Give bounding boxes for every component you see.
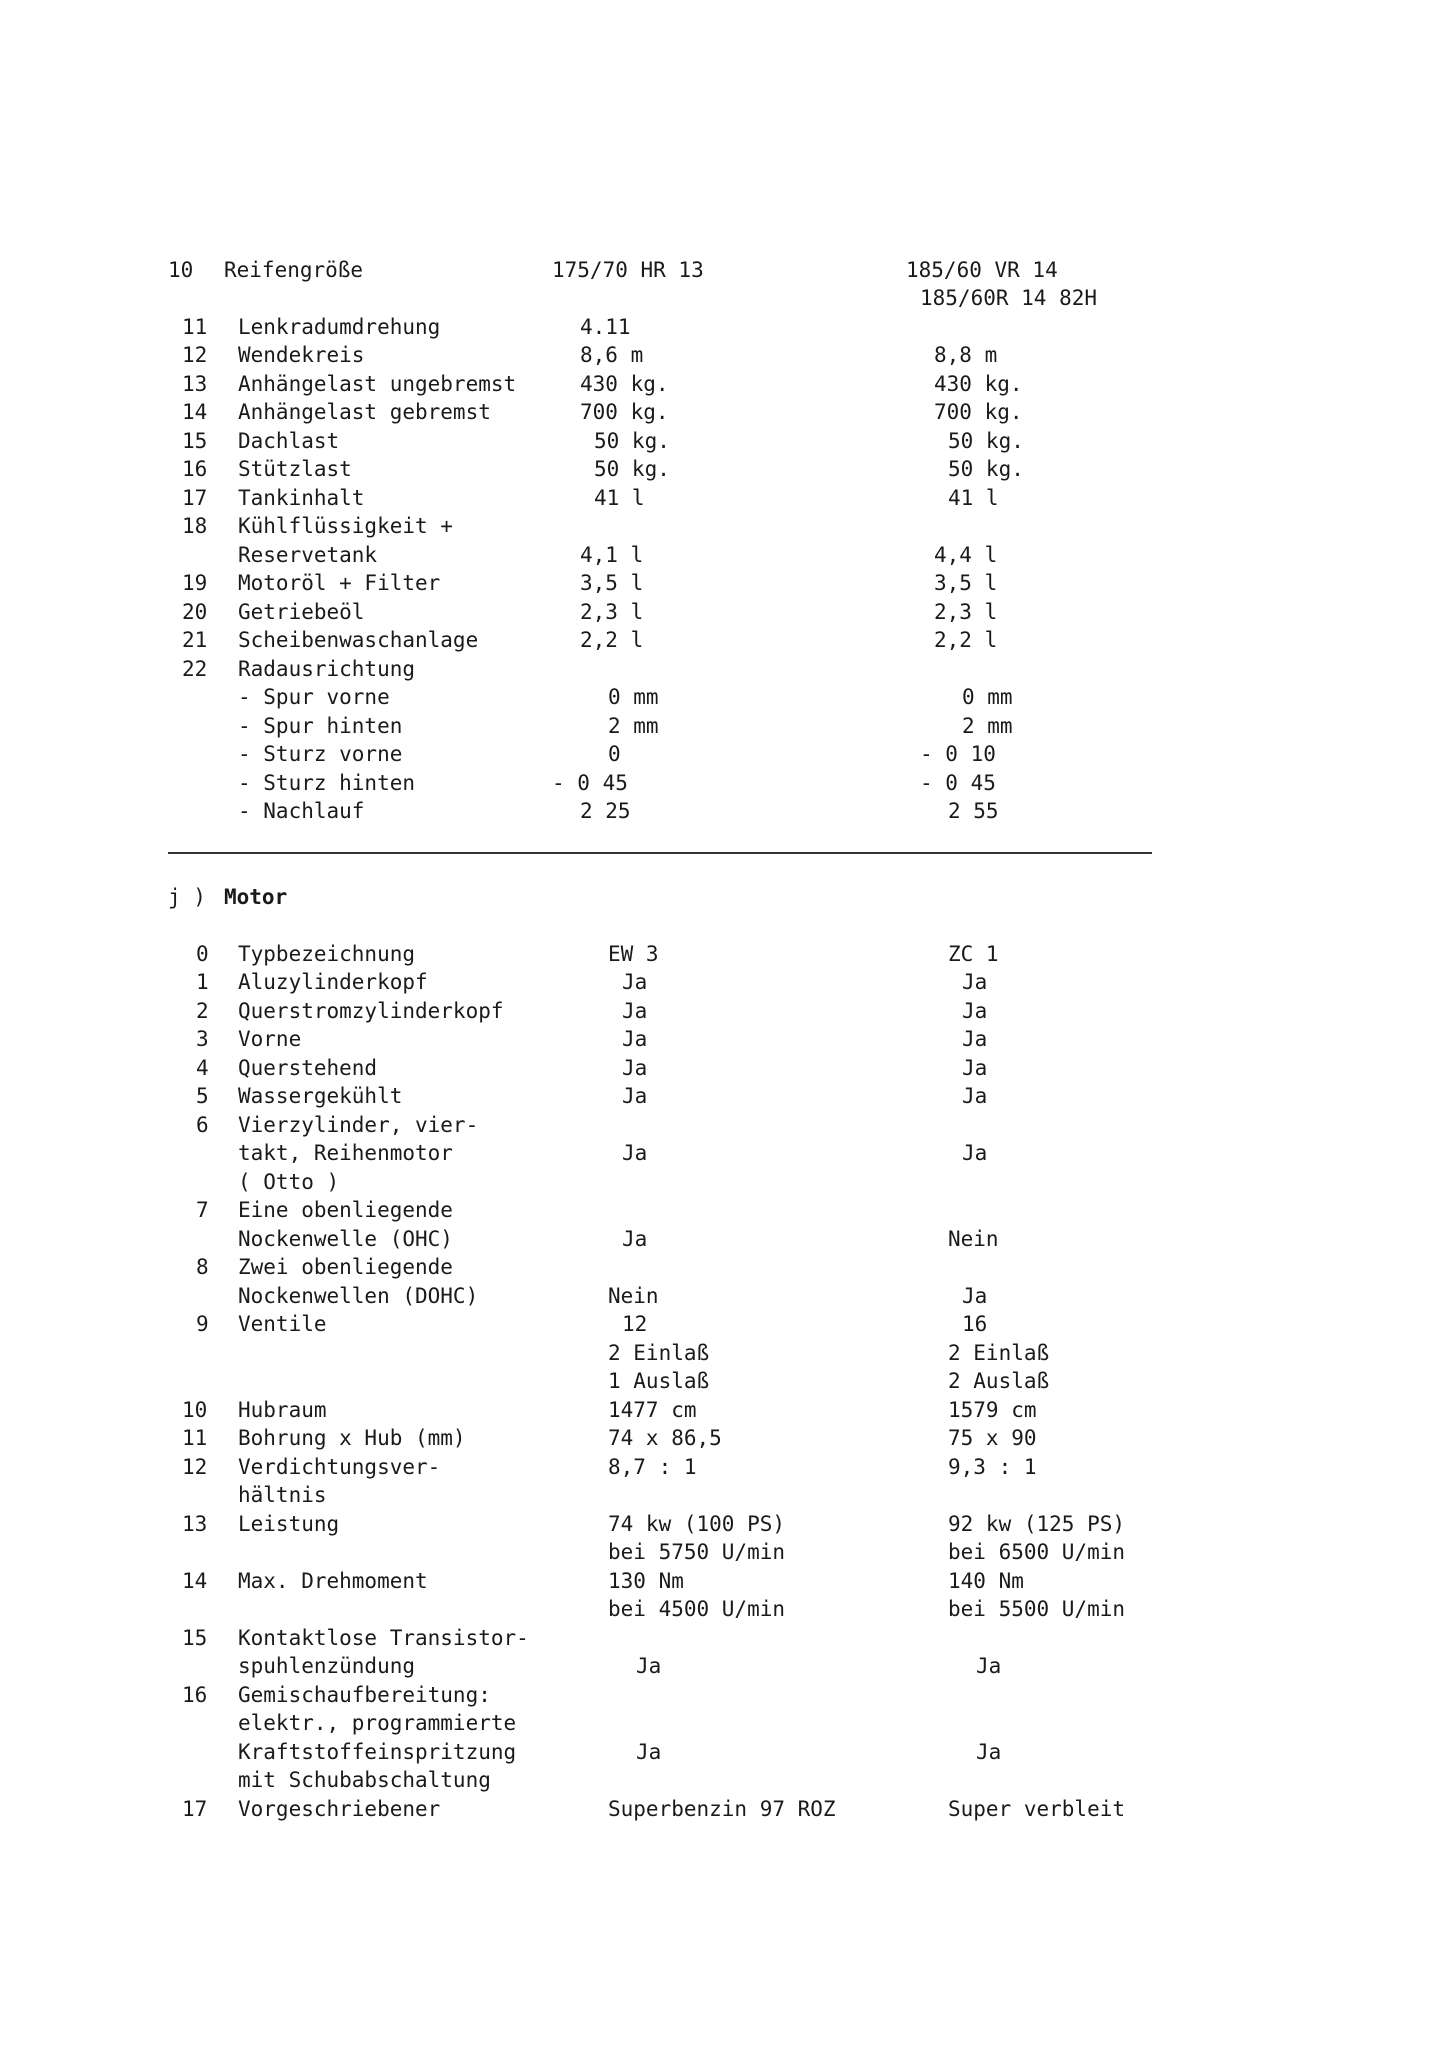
row-value-1: 50 kg. bbox=[594, 457, 670, 481]
row-number: 5 bbox=[196, 1084, 209, 1108]
row-label: Wassergekühlt bbox=[238, 1084, 403, 1108]
spec-row bbox=[0, 655, 1447, 683]
spec-row bbox=[0, 712, 1447, 740]
row-label: Nockenwellen (DOHC) bbox=[238, 1284, 479, 1308]
row-number: 11 bbox=[182, 315, 208, 339]
row-label: Radausrichtung bbox=[238, 657, 416, 681]
row-value-1: 2 mm bbox=[608, 714, 659, 738]
row-value-2: 41 l bbox=[948, 486, 999, 510]
row-value-1: 8,7 : 1 bbox=[608, 1455, 697, 1479]
spec-row bbox=[0, 797, 1447, 825]
row-label: Zwei obenliegende bbox=[238, 1255, 453, 1279]
spec-row bbox=[0, 1339, 1447, 1367]
row-value-2: 2,2 l bbox=[934, 628, 998, 652]
row-value-1: 700 kg. bbox=[580, 400, 669, 424]
row-value-1: - 0 45 bbox=[552, 771, 628, 795]
row-label: Hubraum bbox=[238, 1398, 327, 1422]
row-number: 15 bbox=[182, 429, 208, 453]
row-value-1: bei 4500 U/min bbox=[608, 1597, 786, 1621]
row-value-1: 130 Nm bbox=[608, 1569, 684, 1593]
spec-row bbox=[0, 455, 1447, 483]
row-value-2: 75 x 90 bbox=[948, 1426, 1037, 1450]
spec-row bbox=[0, 569, 1447, 597]
row-number: 7 bbox=[196, 1198, 209, 1222]
row-label: Kraftstoffeinspritzung bbox=[238, 1740, 517, 1764]
row-value-1: 41 l bbox=[594, 486, 645, 510]
row-value-2: 140 Nm bbox=[948, 1569, 1024, 1593]
row-value-1: Ja bbox=[622, 999, 648, 1023]
spec-row bbox=[0, 940, 1447, 968]
spec-row bbox=[0, 1396, 1447, 1424]
spec-row bbox=[0, 769, 1447, 797]
row-label: Tankinhalt bbox=[238, 486, 365, 510]
row-number: 14 bbox=[182, 1569, 208, 1593]
row-value-2: 185/60R 14 82H bbox=[920, 286, 1098, 310]
row-label: Verdichtungsver- bbox=[238, 1455, 441, 1479]
row-value-2: 185/60 VR 14 bbox=[906, 258, 1058, 282]
row-value-1: bei 5750 U/min bbox=[608, 1540, 786, 1564]
spec-row bbox=[0, 370, 1447, 398]
spec-row bbox=[0, 626, 1447, 654]
spec-row bbox=[0, 1709, 1447, 1737]
row-label: Dachlast bbox=[238, 429, 340, 453]
row-value-2: bei 6500 U/min bbox=[948, 1540, 1126, 1564]
row-value-1: 2 25 bbox=[580, 799, 631, 823]
row-value-1: Ja bbox=[622, 1027, 648, 1051]
row-value-2: 2 mm bbox=[962, 714, 1013, 738]
row-value-2: 700 kg. bbox=[934, 400, 1023, 424]
row-value-1: 4,1 l bbox=[580, 543, 644, 567]
row-label: Scheibenwaschanlage bbox=[238, 628, 479, 652]
row-label: Kontaktlose Transistor- bbox=[238, 1626, 529, 1650]
row-value-2: - 0 45 bbox=[920, 771, 996, 795]
spec-row bbox=[0, 1595, 1447, 1623]
row-number: 19 bbox=[182, 571, 208, 595]
row-number: 16 bbox=[182, 457, 208, 481]
spec-row bbox=[0, 683, 1447, 711]
row-value-2: Ja bbox=[962, 999, 988, 1023]
spec-row bbox=[0, 427, 1447, 455]
row-value-1: Ja bbox=[622, 1084, 648, 1108]
row-number: 13 bbox=[182, 1512, 208, 1536]
row-value-1: 2,2 l bbox=[580, 628, 644, 652]
row-label: Typbezeichnung bbox=[238, 942, 416, 966]
row-value-2: 50 kg. bbox=[948, 429, 1024, 453]
row-value-2: - 0 10 bbox=[920, 742, 996, 766]
spec-row bbox=[0, 1196, 1447, 1224]
spec-row bbox=[0, 1225, 1447, 1253]
spec-row bbox=[0, 1538, 1447, 1566]
row-value-2: ZC 1 bbox=[948, 942, 999, 966]
row-label: ( Otto ) bbox=[238, 1170, 340, 1194]
spec-row bbox=[0, 541, 1447, 569]
row-value-2: 2 55 bbox=[948, 799, 999, 823]
spec-row bbox=[0, 256, 1447, 284]
row-label: Querstromzylinderkopf bbox=[238, 999, 504, 1023]
row-value-2: 16 bbox=[962, 1312, 988, 1336]
section-heading bbox=[0, 883, 1447, 911]
row-label: Stützlast bbox=[238, 457, 352, 481]
row-value-1: Ja bbox=[622, 970, 648, 994]
spec-row bbox=[0, 1139, 1447, 1167]
row-number: 6 bbox=[196, 1113, 209, 1137]
row-number: 16 bbox=[182, 1683, 208, 1707]
row-value-1: Ja bbox=[622, 1227, 648, 1251]
row-label: Motoröl + Filter bbox=[238, 571, 441, 595]
row-label: Vierzylinder, vier- bbox=[238, 1113, 479, 1137]
row-label: Kühlflüssigkeit + bbox=[238, 514, 453, 538]
row-label: Eine obenliegende bbox=[238, 1198, 453, 1222]
row-label: - Nachlauf bbox=[238, 799, 365, 823]
spec-row bbox=[0, 1453, 1447, 1481]
spec-row bbox=[0, 1111, 1447, 1139]
spec-row bbox=[0, 341, 1447, 369]
row-value-2: Ja bbox=[962, 1084, 988, 1108]
row-value-2: Ja bbox=[962, 970, 988, 994]
spec-row bbox=[0, 313, 1447, 341]
row-label: Gemischaufbereitung: bbox=[238, 1683, 491, 1707]
row-label: Vorgeschriebener bbox=[238, 1797, 441, 1821]
row-value-1: 3,5 l bbox=[580, 571, 644, 595]
section-title: Motor bbox=[224, 885, 288, 909]
row-number: 18 bbox=[182, 514, 208, 538]
row-label: - Sturz hinten bbox=[238, 771, 416, 795]
spec-row bbox=[0, 968, 1447, 996]
row-label: Querstehend bbox=[238, 1056, 378, 1080]
spec-row bbox=[0, 1652, 1447, 1680]
row-value-1: EW 3 bbox=[608, 942, 659, 966]
spec-row bbox=[0, 1510, 1447, 1538]
row-value-2: 0 mm bbox=[962, 685, 1013, 709]
row-value-2: 1579 cm bbox=[948, 1398, 1037, 1422]
row-value-1: Superbenzin 97 ROZ bbox=[608, 1797, 836, 1821]
row-value-1: 12 bbox=[622, 1312, 648, 1336]
row-label: Getriebeöl bbox=[238, 600, 365, 624]
row-label: Wendekreis bbox=[238, 343, 365, 367]
row-label: Bohrung x Hub (mm) bbox=[238, 1426, 466, 1450]
row-number: 4 bbox=[196, 1056, 209, 1080]
row-value-2: Ja bbox=[962, 1284, 988, 1308]
row-value-2: 430 kg. bbox=[934, 372, 1023, 396]
row-value-1: 2 Einlaß bbox=[608, 1341, 710, 1365]
spec-row bbox=[0, 1310, 1447, 1338]
row-value-2: 9,3 : 1 bbox=[948, 1455, 1037, 1479]
row-number: 17 bbox=[182, 486, 208, 510]
row-value-1: 0 bbox=[608, 742, 621, 766]
row-label: Lenkradumdrehung bbox=[238, 315, 441, 339]
spec-row bbox=[0, 1738, 1447, 1766]
spec-row bbox=[0, 740, 1447, 768]
row-number: 12 bbox=[182, 343, 208, 367]
spec-row bbox=[0, 1424, 1447, 1452]
row-value-2: 50 kg. bbox=[948, 457, 1024, 481]
row-number: 3 bbox=[196, 1027, 209, 1051]
row-label: hältnis bbox=[238, 1483, 327, 1507]
row-value-2: 2,3 l bbox=[934, 600, 998, 624]
spec-row bbox=[0, 1025, 1447, 1053]
row-value-1: 430 kg. bbox=[580, 372, 669, 396]
row-label: Reservetank bbox=[238, 543, 378, 567]
row-number: 11 bbox=[182, 1426, 208, 1450]
row-label: Reifengröße bbox=[224, 258, 364, 282]
row-number: 22 bbox=[182, 657, 208, 681]
row-value-1: Ja bbox=[622, 1141, 648, 1165]
row-number: 9 bbox=[196, 1312, 209, 1336]
row-value-1: Ja bbox=[622, 1056, 648, 1080]
row-number: 10 bbox=[182, 1398, 208, 1422]
row-number: 13 bbox=[182, 372, 208, 396]
row-number: 21 bbox=[182, 628, 208, 652]
row-label: Anhängelast gebremst bbox=[238, 400, 491, 424]
row-label: elektr., programmierte bbox=[238, 1711, 517, 1735]
row-number: 0 bbox=[196, 942, 209, 966]
row-value-2: Super verbleit bbox=[948, 1797, 1126, 1821]
row-value-1: 1 Auslaß bbox=[608, 1369, 710, 1393]
row-value-1: 175/70 HR 13 bbox=[552, 258, 704, 282]
row-number: 12 bbox=[182, 1455, 208, 1479]
row-value-1: 74 kw (100 PS) bbox=[608, 1512, 786, 1536]
row-label: Vorne bbox=[238, 1027, 302, 1051]
row-value-1: Ja bbox=[636, 1654, 662, 1678]
row-value-1: Ja bbox=[636, 1740, 662, 1764]
spec-row bbox=[0, 1168, 1447, 1196]
spec-row bbox=[0, 512, 1447, 540]
spec-row bbox=[0, 284, 1447, 312]
row-number: 17 bbox=[182, 1797, 208, 1821]
row-label: spuhlenzündung bbox=[238, 1654, 416, 1678]
spec-row bbox=[0, 398, 1447, 426]
spec-row bbox=[0, 1082, 1447, 1110]
row-value-2: 2 Auslaß bbox=[948, 1369, 1050, 1393]
row-value-1: 50 kg. bbox=[594, 429, 670, 453]
row-label: mit Schubabschaltung bbox=[238, 1768, 491, 1792]
row-value-1: Nein bbox=[608, 1284, 659, 1308]
row-number: 15 bbox=[182, 1626, 208, 1650]
row-value-2: Ja bbox=[976, 1740, 1002, 1764]
row-value-2: bei 5500 U/min bbox=[948, 1597, 1126, 1621]
row-number: 1 bbox=[196, 970, 209, 994]
row-label: Anhängelast ungebremst bbox=[238, 372, 517, 396]
row-label: - Sturz vorne bbox=[238, 742, 403, 766]
row-label: Leistung bbox=[238, 1512, 340, 1536]
row-value-1: 1477 cm bbox=[608, 1398, 697, 1422]
spec-row bbox=[0, 1766, 1447, 1794]
row-value-2: Ja bbox=[962, 1027, 988, 1051]
row-label: Nockenwelle (OHC) bbox=[238, 1227, 453, 1251]
row-label: Aluzylinderkopf bbox=[238, 970, 428, 994]
row-value-2: Ja bbox=[962, 1141, 988, 1165]
row-label: Ventile bbox=[238, 1312, 327, 1336]
row-label: - Spur hinten bbox=[238, 714, 403, 738]
spec-row bbox=[0, 1481, 1447, 1509]
row-number: 2 bbox=[196, 999, 209, 1023]
spec-row bbox=[0, 1681, 1447, 1709]
row-number: 8 bbox=[196, 1255, 209, 1279]
row-label: - Spur vorne bbox=[238, 685, 390, 709]
row-value-2: 3,5 l bbox=[934, 571, 998, 595]
row-value-2: 8,8 m bbox=[934, 343, 998, 367]
spec-row bbox=[0, 1282, 1447, 1310]
spec-row bbox=[0, 484, 1447, 512]
row-value-1: 8,6 m bbox=[580, 343, 644, 367]
spec-row bbox=[0, 1624, 1447, 1652]
row-value-1: 0 mm bbox=[608, 685, 659, 709]
row-value-1: 2,3 l bbox=[580, 600, 644, 624]
row-value-2: Ja bbox=[962, 1056, 988, 1080]
section-divider bbox=[168, 852, 1152, 854]
spec-row bbox=[0, 1367, 1447, 1395]
row-label: takt, Reihenmotor bbox=[238, 1141, 453, 1165]
row-value-1: 4.11 bbox=[580, 315, 631, 339]
row-value-2: 92 kw (125 PS) bbox=[948, 1512, 1126, 1536]
row-value-1: 74 x 86,5 bbox=[608, 1426, 722, 1450]
row-number: 20 bbox=[182, 600, 208, 624]
row-value-2: Nein bbox=[948, 1227, 999, 1251]
spec-row bbox=[0, 598, 1447, 626]
row-value-2: 4,4 l bbox=[934, 543, 998, 567]
row-label: Max. Drehmoment bbox=[238, 1569, 428, 1593]
spec-row bbox=[0, 1054, 1447, 1082]
spec-row bbox=[0, 997, 1447, 1025]
row-number: 10 bbox=[168, 258, 194, 282]
row-number: 14 bbox=[182, 400, 208, 424]
row-value-2: Ja bbox=[976, 1654, 1002, 1678]
spec-row bbox=[0, 1253, 1447, 1281]
spec-row bbox=[0, 1567, 1447, 1595]
spec-row bbox=[0, 1795, 1447, 1823]
section-prefix: j ) bbox=[168, 885, 206, 909]
row-value-2: 2 Einlaß bbox=[948, 1341, 1050, 1365]
